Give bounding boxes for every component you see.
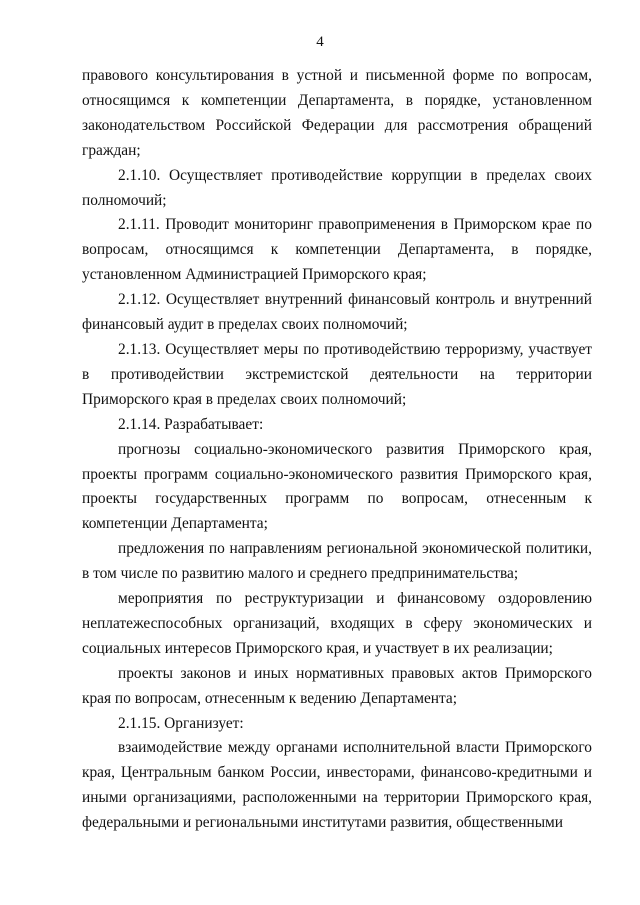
- paragraph-2-1-12: 2.1.12. Осуществляет внутренний финансовый контроль и внутренний финансовый аудит в пределах своих полномочий;: [82, 291, 592, 334]
- paragraph-draft-laws: проекты законов и иных нормативных правовых актов Приморского края по вопросам, отнесенным к ведению Департамента;: [82, 664, 592, 707]
- paragraph-2-1-15: 2.1.15. Организует:: [118, 714, 244, 732]
- document-body: [82, 64, 592, 836]
- paragraph-2-1-10: 2.1.10. Осуществляет противодействие коррупции в пределах своих полномочий;: [82, 166, 592, 209]
- paragraph-measures: мероприятия по реструктуризации и финансовому оздоровлению неплатежеспособных организаций, входящих в сферу экономических и социальных интересов Приморского края, и участвует в их реализации;: [82, 590, 592, 657]
- page-number: 4: [316, 34, 324, 50]
- paragraph-consulting-continuation: правового консультирования в устной и письменной форме по вопросам, относящимся к компетенции Департамента, в порядке, установленном законодательством Российской Федерации для рассмотрения обращений граждан;: [82, 67, 592, 159]
- paragraph-forecasts: прогнозы социально-экономического развития Приморского края, проекты программ социально-экономического развития Приморского края, проекты государственных программ по вопросам, отнесенным к компетенции Департамента;: [82, 440, 592, 533]
- paragraph-proposals: предложения по направлениям региональной экономической политики, в том числе по развитию малого и среднего предпринимательства;: [82, 540, 592, 583]
- paragraph-2-1-11: 2.1.11. Проводит мониторинг правоприменения в Приморском крае по вопросам, относящимся к компетенции Департамента, в порядке, установленном Администрацией Приморского края;: [82, 216, 592, 284]
- paragraph-2-1-14: 2.1.14. Разрабатывает:: [118, 415, 264, 433]
- paragraph-interaction: взаимодействие между органами исполнительной власти Приморского края, Центральным банком России, инвесторами, финансово-кредитными и иными организациями, расположенными на территории Приморского края, федеральными и региональными институтами развития, общественными: [82, 739, 592, 832]
- paragraph-2-1-13: 2.1.13. Осуществляет меры по противодействию терроризму, участвует в противодействии экстремистской деятельности на территории Приморского края в пределах своих полномочий;: [82, 340, 592, 408]
